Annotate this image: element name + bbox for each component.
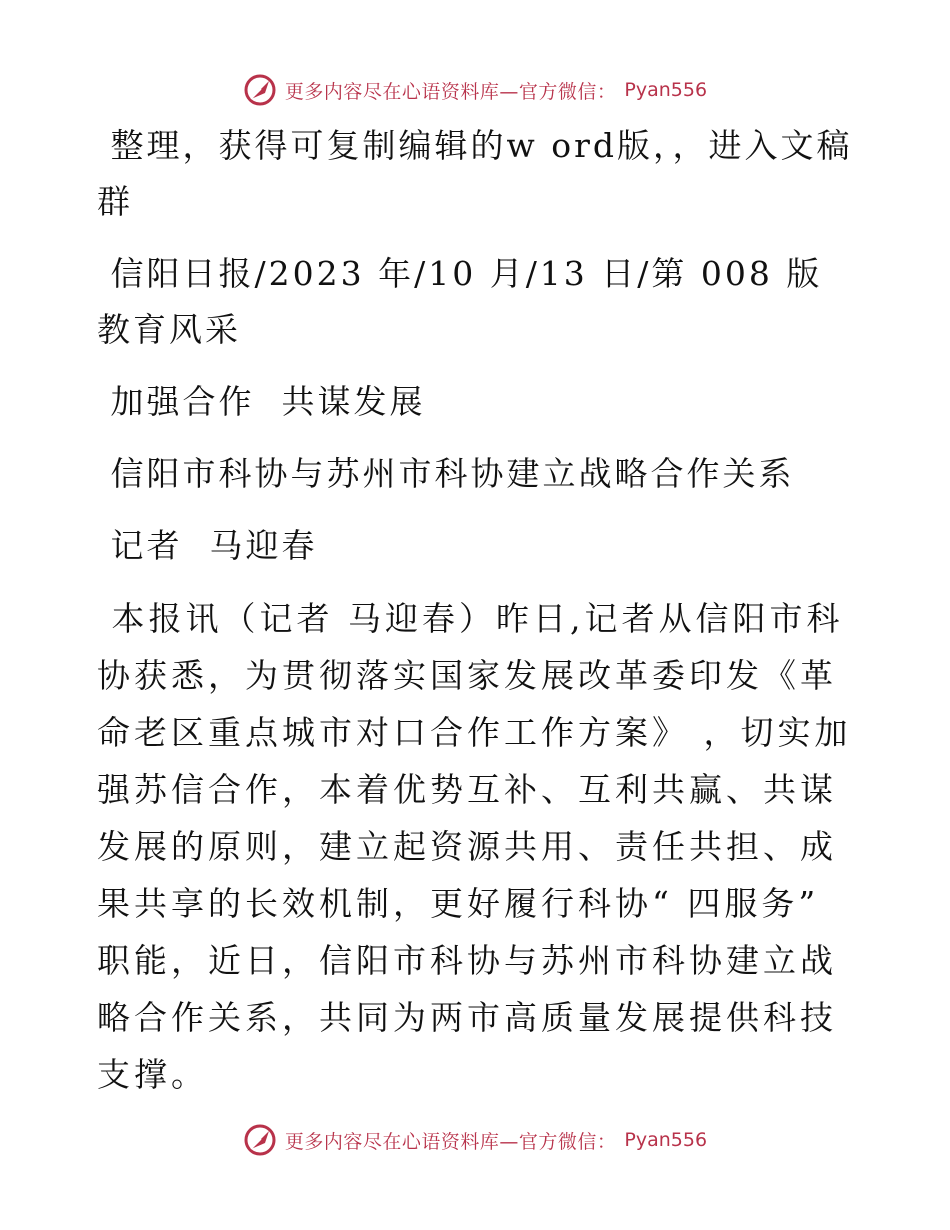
byline: 记者 马迎春 (97, 526, 318, 565)
header-watermark (0, 70, 950, 110)
headline: 加强合作 共谋发展 (97, 382, 426, 421)
source-line: 信阳日报/2023 年/10 月/13 日/第 008 版教育风采 (97, 254, 823, 349)
intro-note: 整理，获得可复制编辑的w ord版，，进入文稿群 (97, 126, 853, 221)
watermark-text: 更多内容尽在心语资料库—官方微信： (284, 80, 617, 103)
watermark-text: 更多内容尽在心语资料库—官方微信： (284, 1130, 617, 1153)
article-paragraph: 本报讯（记者 马迎春）昨日,记者从信阳市科协获悉，为贯彻落实国家发展改革委印发《革命老区重点城市对口合作工作方案》 ，切实加强苏信合作，本着优势互补、互利共赢、共谋发展的原则，建立起资源共用、责任共担、成果共享的长效机制，更好履行科协“ 四服务” 职能，近日，信阳市科协与苏州市科协建立战略合作关系，共同为两市高质量发展提供科技支撑。 (97, 599, 852, 1094)
document-body (97, 118, 857, 1119)
watermark-handle: Pyan556 (624, 79, 708, 101)
footer-watermark (0, 1120, 950, 1160)
subheadline: 信阳市科协与苏州市科协建立战略合作关系 (97, 454, 795, 493)
feather-logo-icon (243, 73, 277, 107)
feather-logo-icon (243, 1123, 277, 1157)
watermark-handle: Pyan556 (624, 1129, 708, 1151)
